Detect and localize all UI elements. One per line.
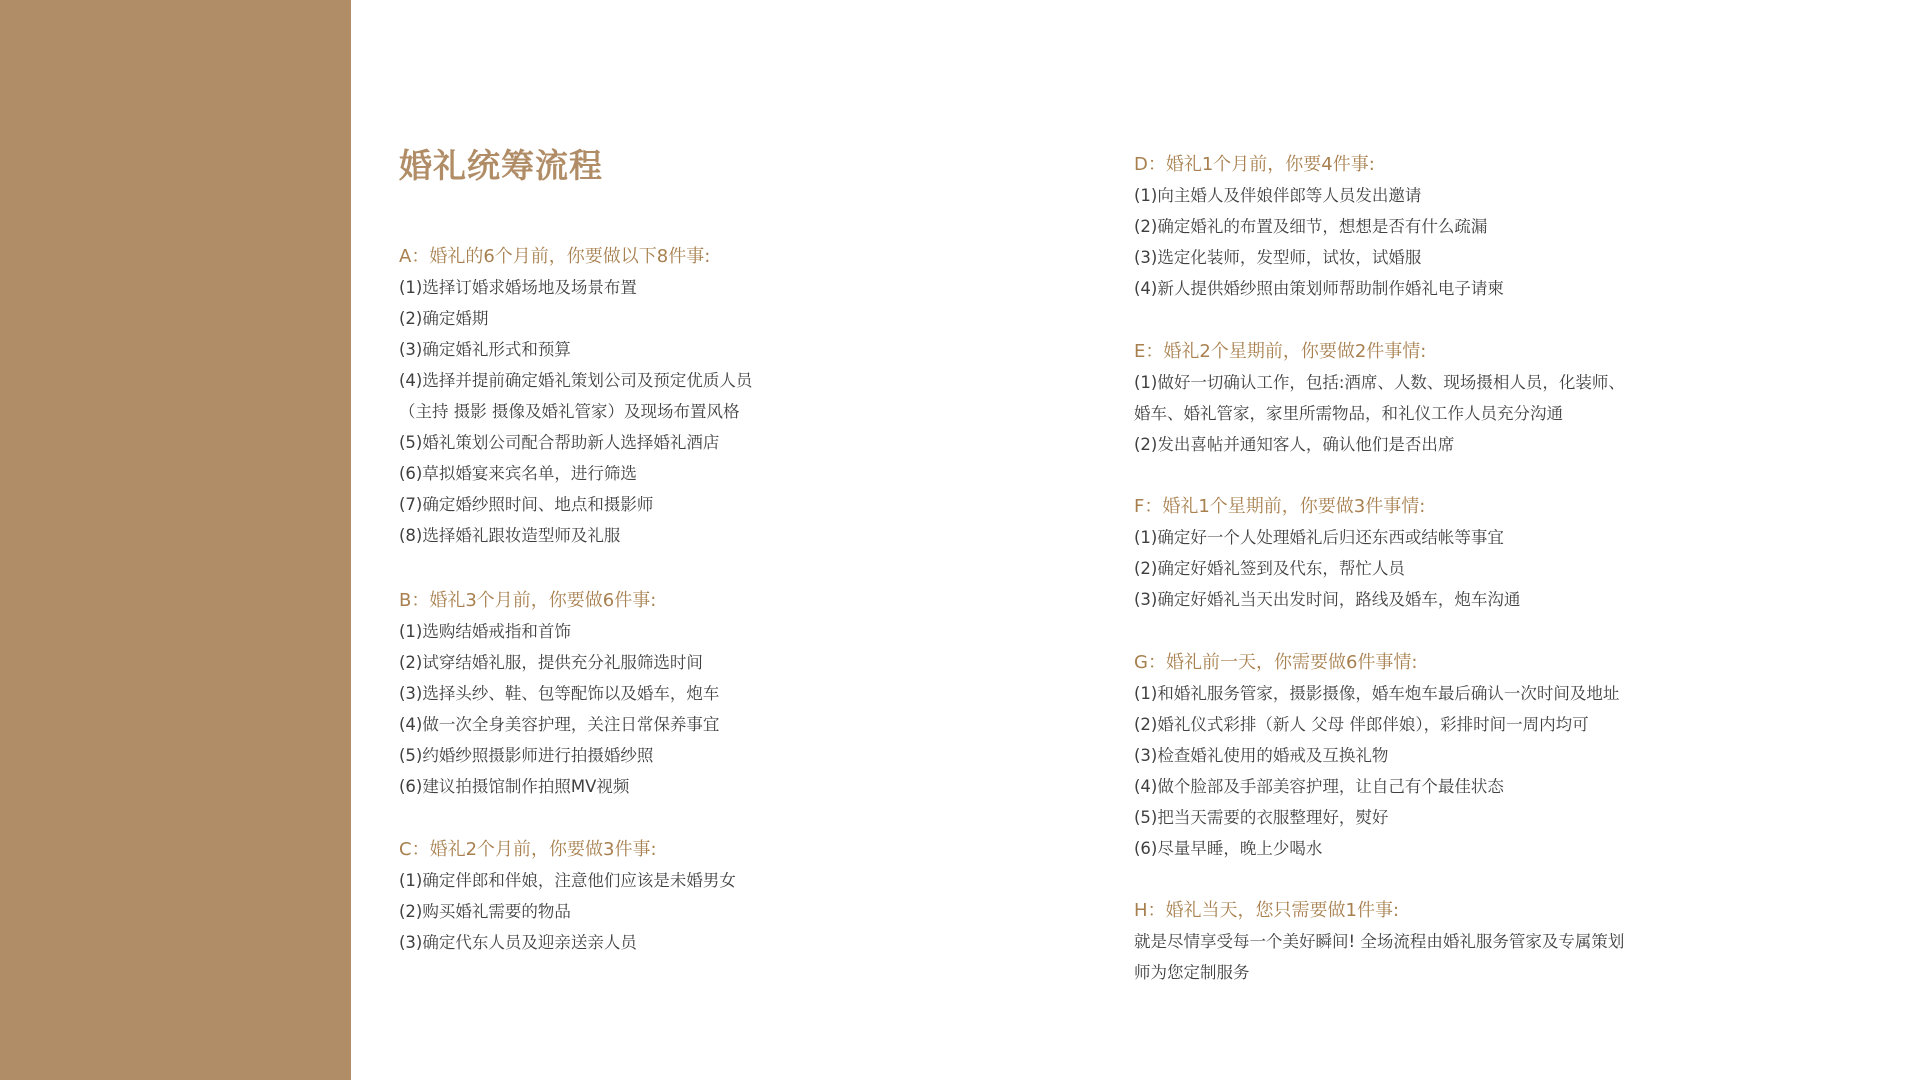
section-e-heading: E：婚礼2个星期前，你要做2件事情: <box>1134 341 1427 362</box>
section-a-list <box>399 272 959 551</box>
list-item: 就是尽情享受每一个美好瞬间! 全场流程由婚礼服务管家及专属策划 <box>1134 932 1625 951</box>
list-item: (1)选择订婚求婚场地及场景布置 <box>399 278 637 297</box>
list-item: (5)约婚纱照摄影师进行拍摄婚纱照 <box>399 746 654 765</box>
section-b-list <box>399 616 959 802</box>
list-item: (3)检查婚礼使用的婚戒及互换礼物 <box>1134 746 1389 765</box>
list-item: (8)选择婚礼跟妆造型师及礼服 <box>399 526 621 545</box>
list-item: (2)婚礼仪式彩排（新人 父母 伴郎伴娘），彩排时间一周内均可 <box>1134 715 1589 734</box>
list-item: (3)选择头纱、鞋、包等配饰以及婚车，炮车 <box>399 684 720 703</box>
list-item: (2)发出喜帖并通知客人，确认他们是否出席 <box>1134 435 1455 454</box>
list-item: (6)建议拍摄馆制作拍照MV视频 <box>399 777 630 796</box>
list-item: (7)确定婚纱照时间、地点和摄影师 <box>399 495 654 514</box>
list-item: (4)做一次全身美容护理，关注日常保养事宜 <box>399 715 720 734</box>
sidebar-band <box>0 0 351 1080</box>
list-item: (3)确定好婚礼当天出发时间，路线及婚车，炮车沟通 <box>1134 590 1521 609</box>
list-item: (2)购买婚礼需要的物品 <box>399 902 571 921</box>
list-item: (3)确定代东人员及迎亲送亲人员 <box>399 933 637 952</box>
list-item: (2)确定婚期 <box>399 309 489 328</box>
list-item: (2)确定婚礼的布置及细节，想想是否有什么疏漏 <box>1134 217 1488 236</box>
list-item: (1)确定好一个人处理婚礼后归还东西或结帐等事宜 <box>1134 528 1504 547</box>
section-d <box>1134 149 1894 304</box>
list-item: (4)新人提供婚纱照由策划师帮助制作婚礼电子请柬 <box>1134 279 1504 298</box>
section-e <box>1134 336 1894 460</box>
section-b-heading: B：婚礼3个月前，你要做6件事: <box>399 590 657 611</box>
list-item: (1)确定伴郎和伴娘，注意他们应该是未婚男女 <box>399 871 736 890</box>
list-item: (1)向主婚人及伴娘伴郎等人员发出邀请 <box>1134 186 1422 205</box>
section-b <box>399 585 959 802</box>
list-item: (2)试穿结婚礼服，提供充分礼服筛选时间 <box>399 653 703 672</box>
section-c-list <box>399 865 959 958</box>
list-item: (3)确定婚礼形式和预算 <box>399 340 571 359</box>
list-item: (5)把当天需要的衣服整理好，熨好 <box>1134 808 1389 827</box>
section-g-heading: G：婚礼前一天，你需要做6件事情: <box>1134 652 1418 673</box>
section-a-heading: A：婚礼的6个月前，你要做以下8件事: <box>399 246 711 267</box>
section-c-heading: C：婚礼2个月前，你要做3件事: <box>399 839 657 860</box>
list-item: (6)草拟婚宴来宾名单，进行筛选 <box>399 464 637 483</box>
section-e-list <box>1134 367 1894 460</box>
section-f-list <box>1134 522 1894 615</box>
section-d-list <box>1134 180 1894 304</box>
section-h <box>1134 895 1894 988</box>
list-item: (5)婚礼策划公司配合帮助新人选择婚礼酒店 <box>399 433 720 452</box>
page-title: 婚礼统筹流程 <box>399 146 603 185</box>
section-a <box>399 241 959 551</box>
list-item: 师为您定制服务 <box>1134 963 1250 982</box>
list-item: (4)做个脸部及手部美容护理，让自己有个最佳状态 <box>1134 777 1504 796</box>
list-item: (4)选择并提前确定婚礼策划公司及预定优质人员 <box>399 371 753 390</box>
list-item: （主持 摄影 摄像及婚礼管家）及现场布置风格 <box>399 402 740 421</box>
list-item: (1)做好一切确认工作，包括:酒席、人数、现场摄相人员，化装师、 <box>1134 373 1625 392</box>
section-d-heading: D：婚礼1个月前，你要4件事: <box>1134 154 1375 175</box>
section-h-list <box>1134 926 1894 988</box>
section-c <box>399 834 959 958</box>
section-h-heading: H：婚礼当天，您只需要做1件事: <box>1134 900 1400 921</box>
section-g <box>1134 647 1894 864</box>
list-item: (2)确定好婚礼签到及代东，帮忙人员 <box>1134 559 1405 578</box>
section-f-heading: F：婚礼1个星期前，你要做3件事情: <box>1134 496 1426 517</box>
list-item: (3)选定化装师，发型师，试妆，试婚服 <box>1134 248 1422 267</box>
section-f <box>1134 491 1894 615</box>
list-item: (1)和婚礼服务管家，摄影摄像，婚车炮车最后确认一次时间及地址 <box>1134 684 1620 703</box>
list-item: 婚车、婚礼管家，家里所需物品，和礼仪工作人员充分沟通 <box>1134 404 1563 423</box>
list-item: (6)尽量早睡，晚上少喝水 <box>1134 839 1323 858</box>
list-item: (1)选购结婚戒指和首饰 <box>399 622 571 641</box>
section-g-list <box>1134 678 1894 864</box>
